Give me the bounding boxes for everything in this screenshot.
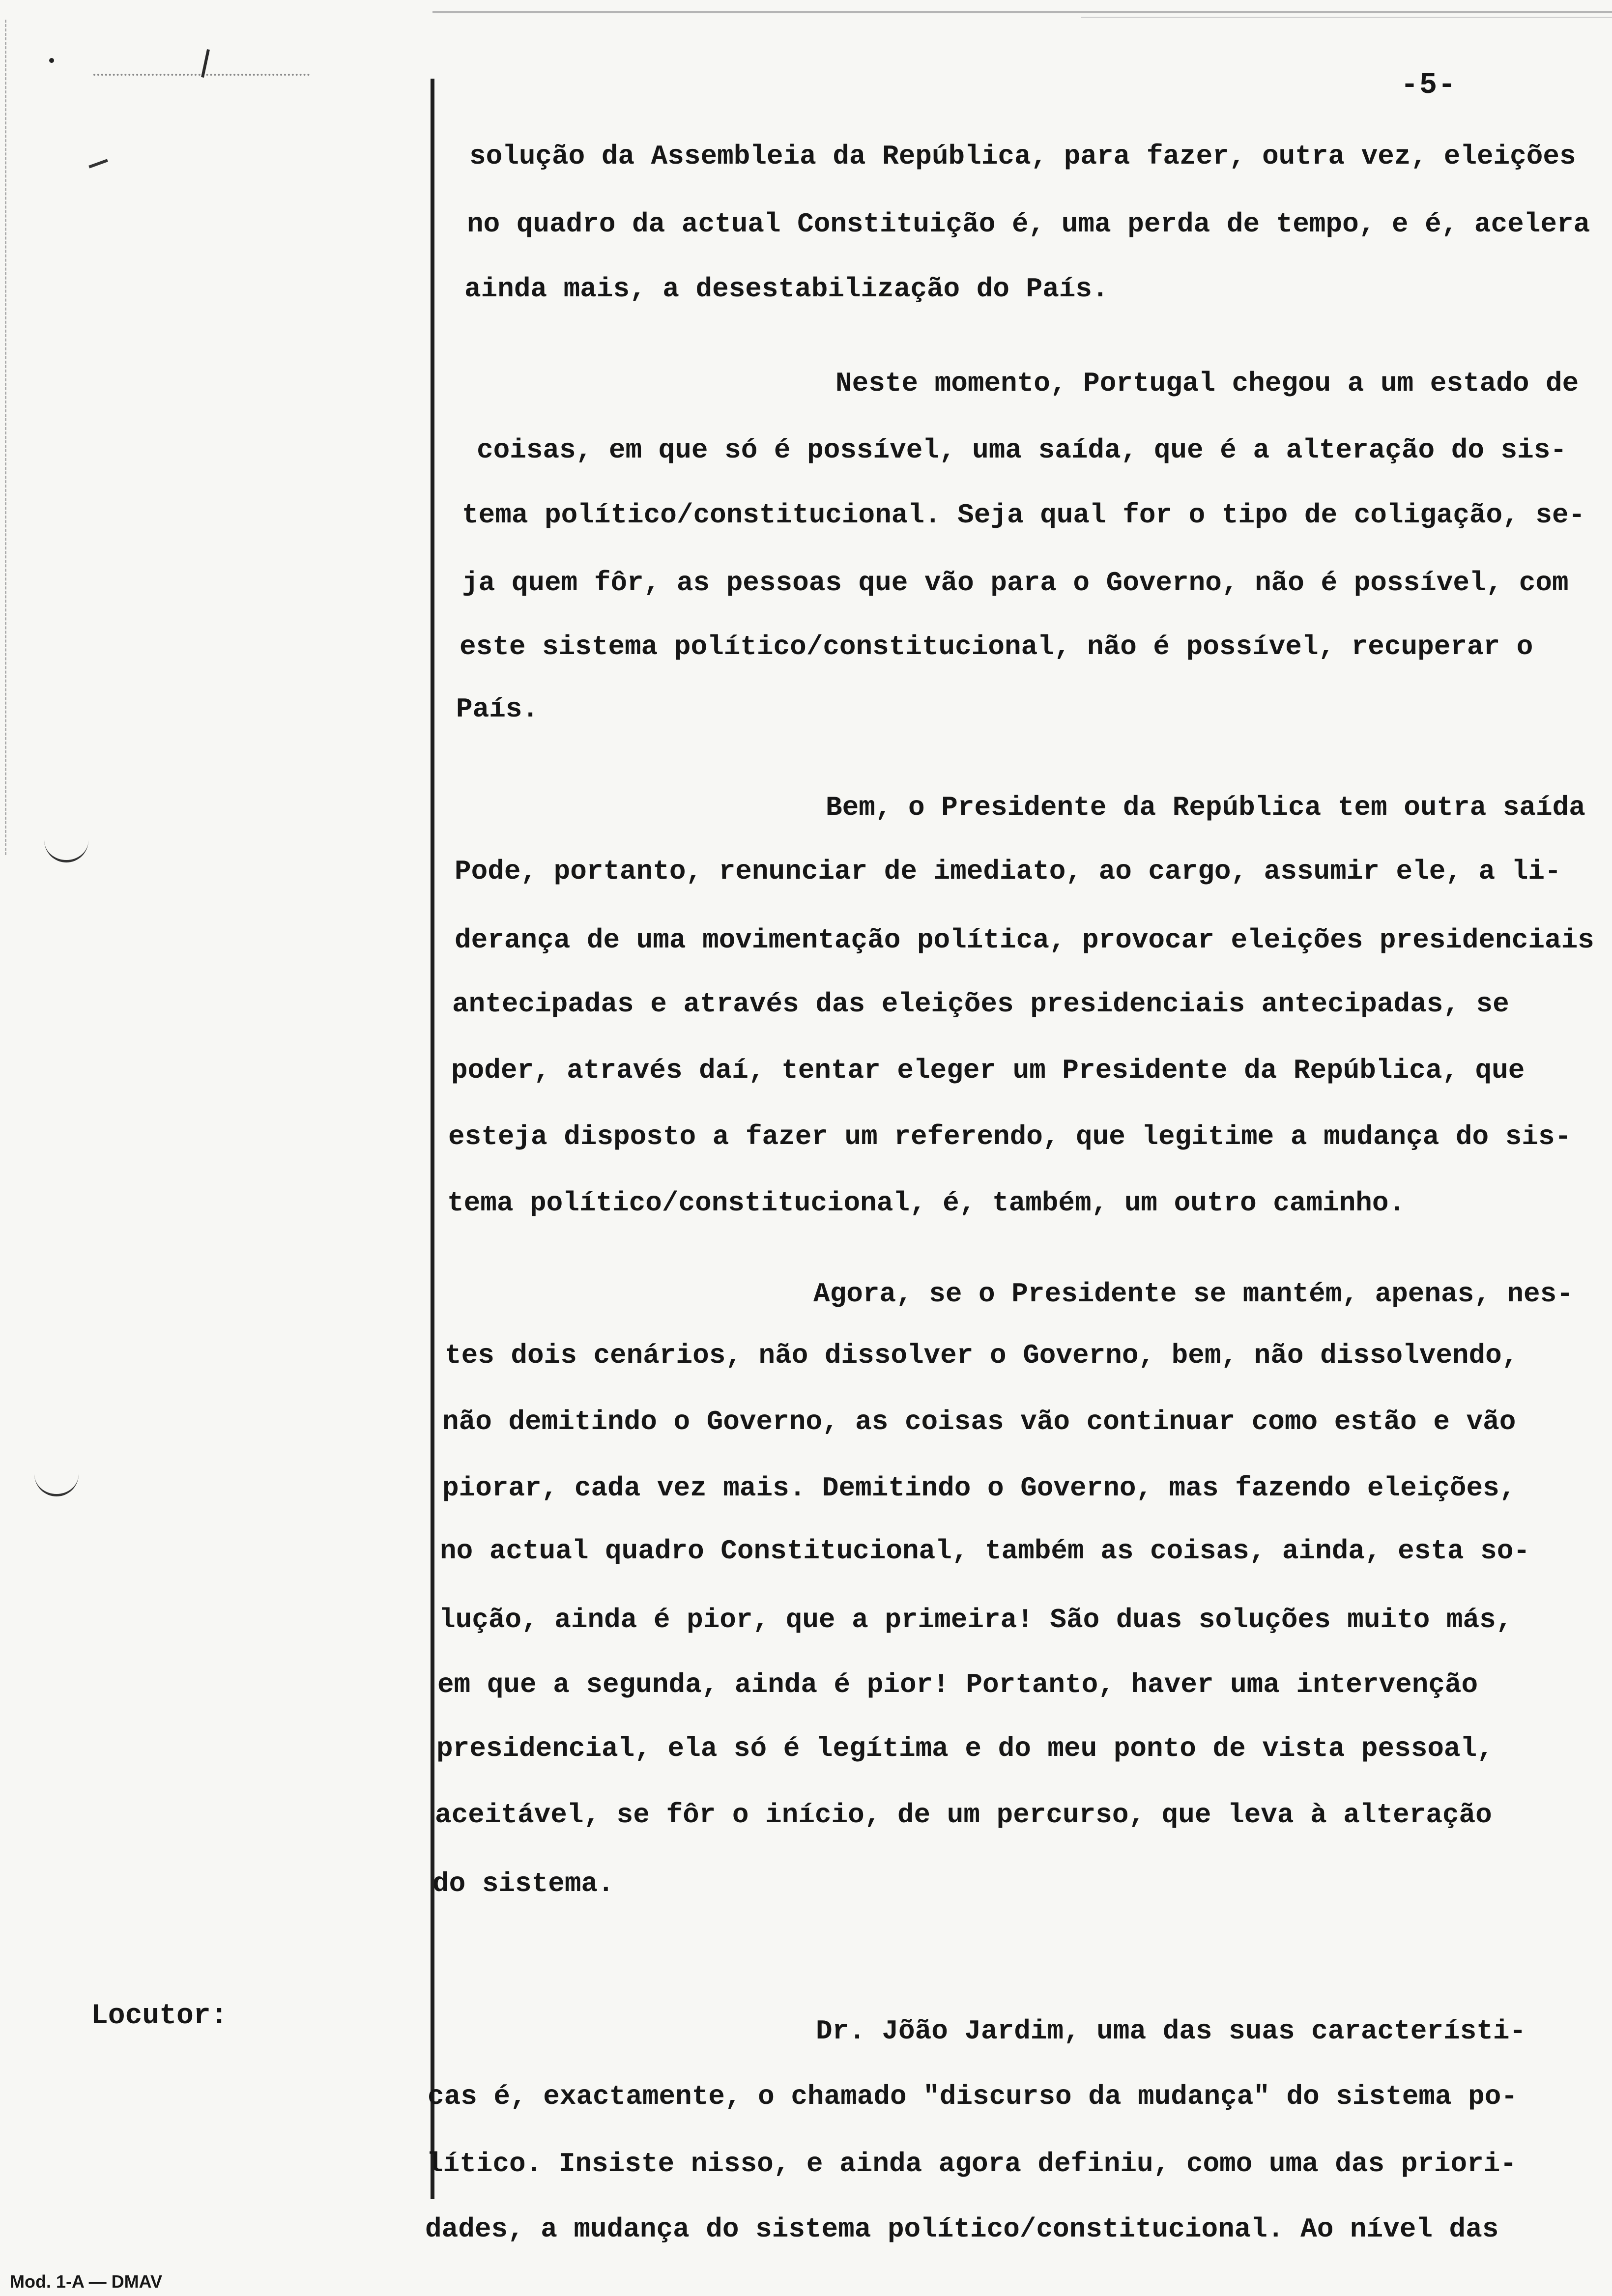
form-id: Mod. 1-A — DMAV bbox=[10, 2271, 162, 2292]
text-line: não demitindo o Governo, as coisas vão continuar como estão e vão bbox=[442, 1406, 1516, 1437]
text-line: tema político/constitucional. Seja qual for o tipo de coligação, se- bbox=[462, 499, 1585, 531]
text-line: Pode, portanto, renunciar de imediato, ao cargo, assumir ele, a li- bbox=[455, 856, 1561, 887]
text-line: coisas, em que só é possível, uma saída, que é a alteração do sis- bbox=[477, 434, 1567, 466]
text-line: derança de uma movimentação política, provocar eleições presidenciais bbox=[455, 924, 1594, 956]
text-line: do sistema. bbox=[432, 1868, 614, 1899]
text-line: no actual quadro Constitucional, também as coisas, ainda, esta so- bbox=[440, 1535, 1530, 1567]
text-line: solução da Assembleia da República, para fazer, outra vez, eleições bbox=[469, 141, 1576, 172]
text-line: cas é, exactamente, o chamado "discurso da mudança" do sistema po- bbox=[428, 2081, 1518, 2112]
margin-dot bbox=[49, 58, 54, 63]
text-line: em que a segunda, ainda é pior! Portanto, haver uma intervenção bbox=[437, 1669, 1478, 1700]
text-line: este sistema político/constitucional, não é possível, recuperar o bbox=[460, 631, 1533, 662]
text-line: lítico. Insiste nisso, e ainda agora definiu, como uma das priori- bbox=[427, 2148, 1517, 2180]
page-number: -5- bbox=[1401, 69, 1457, 102]
text-line: ja quem fôr, as pessoas que vão para o Governo, não é possível, com bbox=[462, 567, 1569, 599]
text-line: Neste momento, Portugal chegou a um estado de bbox=[835, 368, 1579, 399]
text-line: aceitável, se fôr o início, de um percurso, que leva à alteração bbox=[435, 1799, 1492, 1831]
text-line: País. bbox=[456, 693, 539, 725]
text-line: piorar, cada vez mais. Demitindo o Governo, mas fazendo eleições, bbox=[442, 1472, 1516, 1504]
page-edge-mark bbox=[5, 20, 8, 855]
text-line: tes dois cenários, não dissolver o Governo, bem, não dissolvendo, bbox=[445, 1340, 1519, 1371]
text-line: antecipadas e através das eleições presidenciais antecipadas, se bbox=[452, 988, 1509, 1020]
margin-stray-mark bbox=[88, 159, 108, 168]
top-rule bbox=[432, 11, 1612, 13]
hole-punch-mark bbox=[34, 1464, 79, 1496]
text-line: Agora, se o Presidente se mantém, apenas, nes- bbox=[813, 1278, 1573, 1310]
text-line: Bem, o Presidente da República tem outra saída bbox=[826, 792, 1585, 823]
text-line: lução, ainda é pior, que a primeira! São duas soluções muito más, bbox=[439, 1604, 1513, 1636]
top-rule-secondary bbox=[1081, 17, 1612, 18]
text-line: no quadro da actual Constituição é, uma perda de tempo, e é, acelera bbox=[467, 208, 1590, 240]
speaker-label: Locutor: bbox=[91, 2000, 228, 2032]
text-line: poder, através daí, tentar eleger um Presidente da República, que bbox=[451, 1055, 1525, 1086]
text-line: ainda mais, a desestabilização do País. bbox=[464, 273, 1109, 305]
text-line: presidencial, ela só é legítima e do meu ponto de vista pessoal, bbox=[436, 1733, 1494, 1764]
text-line: dades, a mudança do sistema político/constitucional. Ao nível das bbox=[425, 2213, 1499, 2245]
text-line: tema político/constitucional, é, também, um outro caminho. bbox=[447, 1187, 1406, 1219]
text-line: Dr. Jõão Jardim, uma das suas característi- bbox=[816, 2015, 1526, 2047]
text-line: esteja disposto a fazer um referendo, que legitime a mudança do sis- bbox=[448, 1121, 1572, 1152]
hole-punch-mark bbox=[44, 831, 88, 862]
